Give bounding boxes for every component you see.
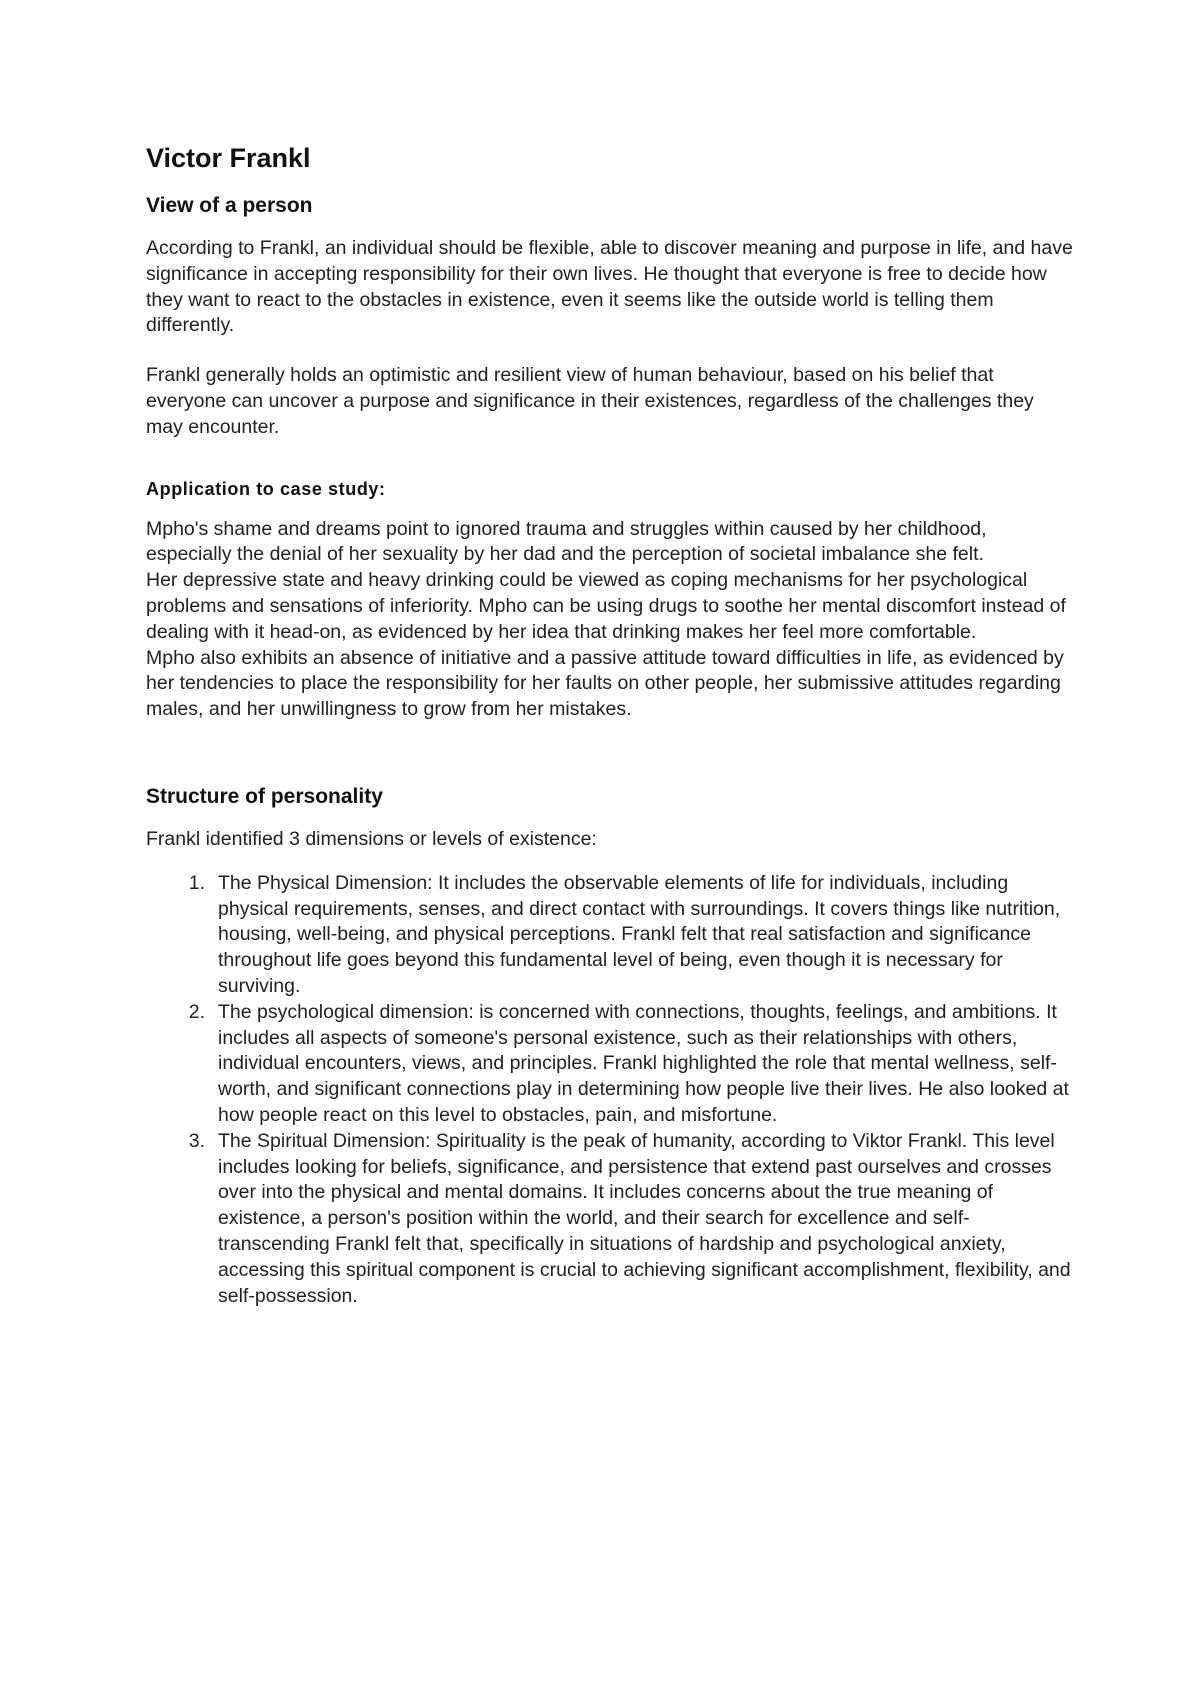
list-item-text: The psychological dimension: is concerned with connections, thoughts, feelings, and ambitions. It includes all aspects of someone's personal existence, such as their relationships with others, individual encounters, views, and principles. Frankl highlighted the role that mental wellness, self-worth, and significant connections play in determining how people live their lives. He also looked at how people react on this level to obstacles, pain, and misfortune.	[218, 1000, 1069, 1126]
list-item-number: 1.	[188, 871, 205, 894]
structure-of-personality-heading: Structure of personality	[146, 784, 383, 808]
list-item-text: The Physical Dimension: It includes the observable elements of life for individuals, including physical requirements, senses, and direct contact with surroundings. It covers things like nutrition, housing, well-being, and physical perceptions. Frankl felt that real satisfaction and significance throughout life goes beyond this fundamental level of being, even though it is necessary for surviving.	[218, 871, 1061, 997]
dimensions-list	[146, 871, 1076, 1310]
application-paragraph-2: Her depressive state and heavy drinking could be viewed as coping mechanisms for her psychological problems and sensations of inferiority. Mpho can be using drugs to soothe her mental discomfort instead of dealing with it head-on, as evidenced by her idea that drinking makes her feel more comfortable.	[146, 569, 1066, 643]
document-title: Victor Frankl	[146, 143, 311, 173]
list-item	[146, 1000, 1076, 1129]
document-page	[146, 140, 1076, 1309]
application-paragraph-3: Mpho also exhibits an absence of initiative and a passive attitude toward difficulties in life, as evidenced by her tendencies to place the responsibility for her faults on other people, her submissive attitudes regarding males, and her unwillingness to grow from her mistakes.	[146, 646, 1064, 721]
list-item-number: 3.	[188, 1129, 205, 1152]
list-item	[146, 871, 1076, 1000]
view-of-person-heading: View of a person	[146, 194, 313, 217]
view-paragraph-2: Frankl generally holds an optimistic and resilient view of human behaviour, based on his belief that everyone can uncover a purpose and significance in their existences, regardless of the challenges they may encounter.	[146, 364, 1034, 438]
list-item	[146, 1129, 1076, 1310]
view-paragraph-1: According to Frankl, an individual should be flexible, able to discover meaning and purpose in life, and have significance in accepting responsibility for their own lives. He thought that everyone is free to decide how they want to react to the obstacles in existence, even it seems like the outside world is telling them differently.	[146, 237, 1073, 337]
list-item-text: The Spiritual Dimension: Spirituality is the peak of humanity, according to Viktor Frankl. This level includes looking for beliefs, significance, and persistence that extend past ourselves and crosses over into the physical and mental domains. It includes concerns about the true meaning of existence, a person's position within the world, and their search for excellence and self-transcending Frankl felt that, specifically in situations of hardship and psychological anxiety, accessing this spiritual component is crucial to achieving significant accomplishment, flexibility, and self-possession.	[218, 1129, 1071, 1307]
application-heading: Application to case study:	[146, 478, 386, 499]
list-item-number: 2.	[188, 1000, 205, 1023]
structure-intro: Frankl identified 3 dimensions or levels of existence:	[146, 827, 597, 850]
application-paragraph-1: Mpho's shame and dreams point to ignored trauma and struggles within caused by her childhood, especially the denial of her sexuality by her dad and the perception of societal imbalance she felt.	[146, 517, 987, 566]
